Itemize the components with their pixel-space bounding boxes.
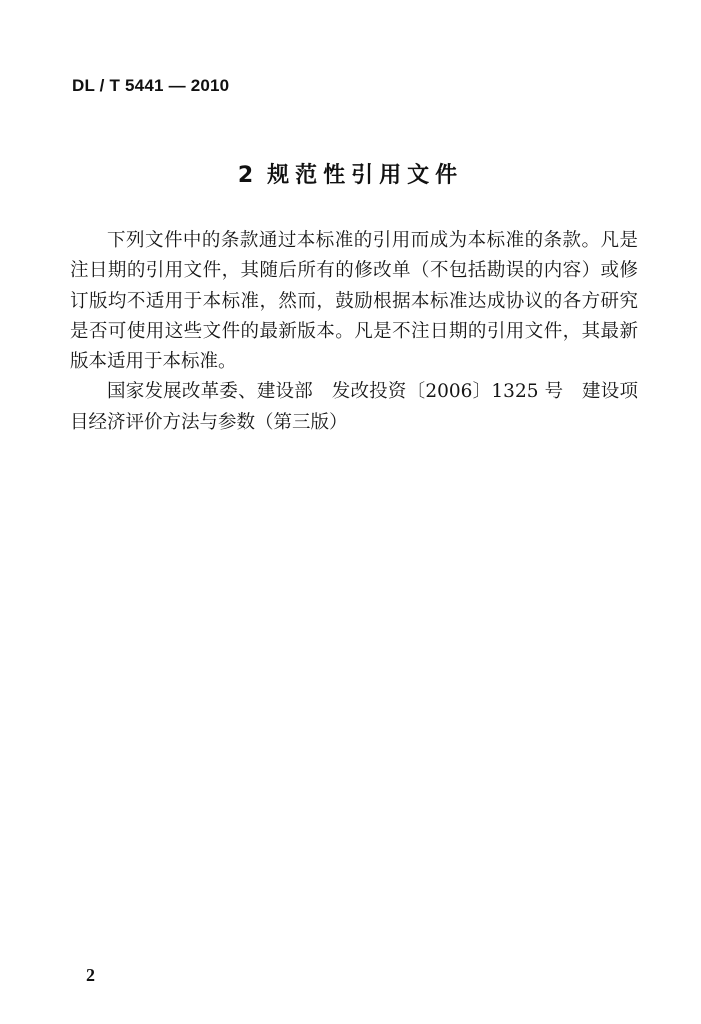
paragraph-reference-entry: 国家发展改革委、建设部 发改投资〔2006〕1325 号 建设项目经济评价方法与参数（第三版） xyxy=(70,381,638,433)
body-text xyxy=(70,226,638,438)
standard-code: DL / T 5441 — 2010 xyxy=(72,76,230,95)
page-number: 2 xyxy=(86,965,95,985)
chapter-title: 规范性引用文件 xyxy=(267,163,464,188)
chapter-heading xyxy=(0,158,701,189)
chapter-number: 2 xyxy=(237,163,254,188)
paragraph-normative-intro: 下列文件中的条款通过本标准的引用而成为本标准的条款。凡是注日期的引用文件，其随后所有的修改单（不包括勘误的内容）或修订版均不适用于本标准，然而，鼓励根据本标准达成协议的各方研究是否可使用这些文件的最新版本。凡是不注日期的引用文件，其最新版本适用于本标准。 xyxy=(70,230,638,373)
